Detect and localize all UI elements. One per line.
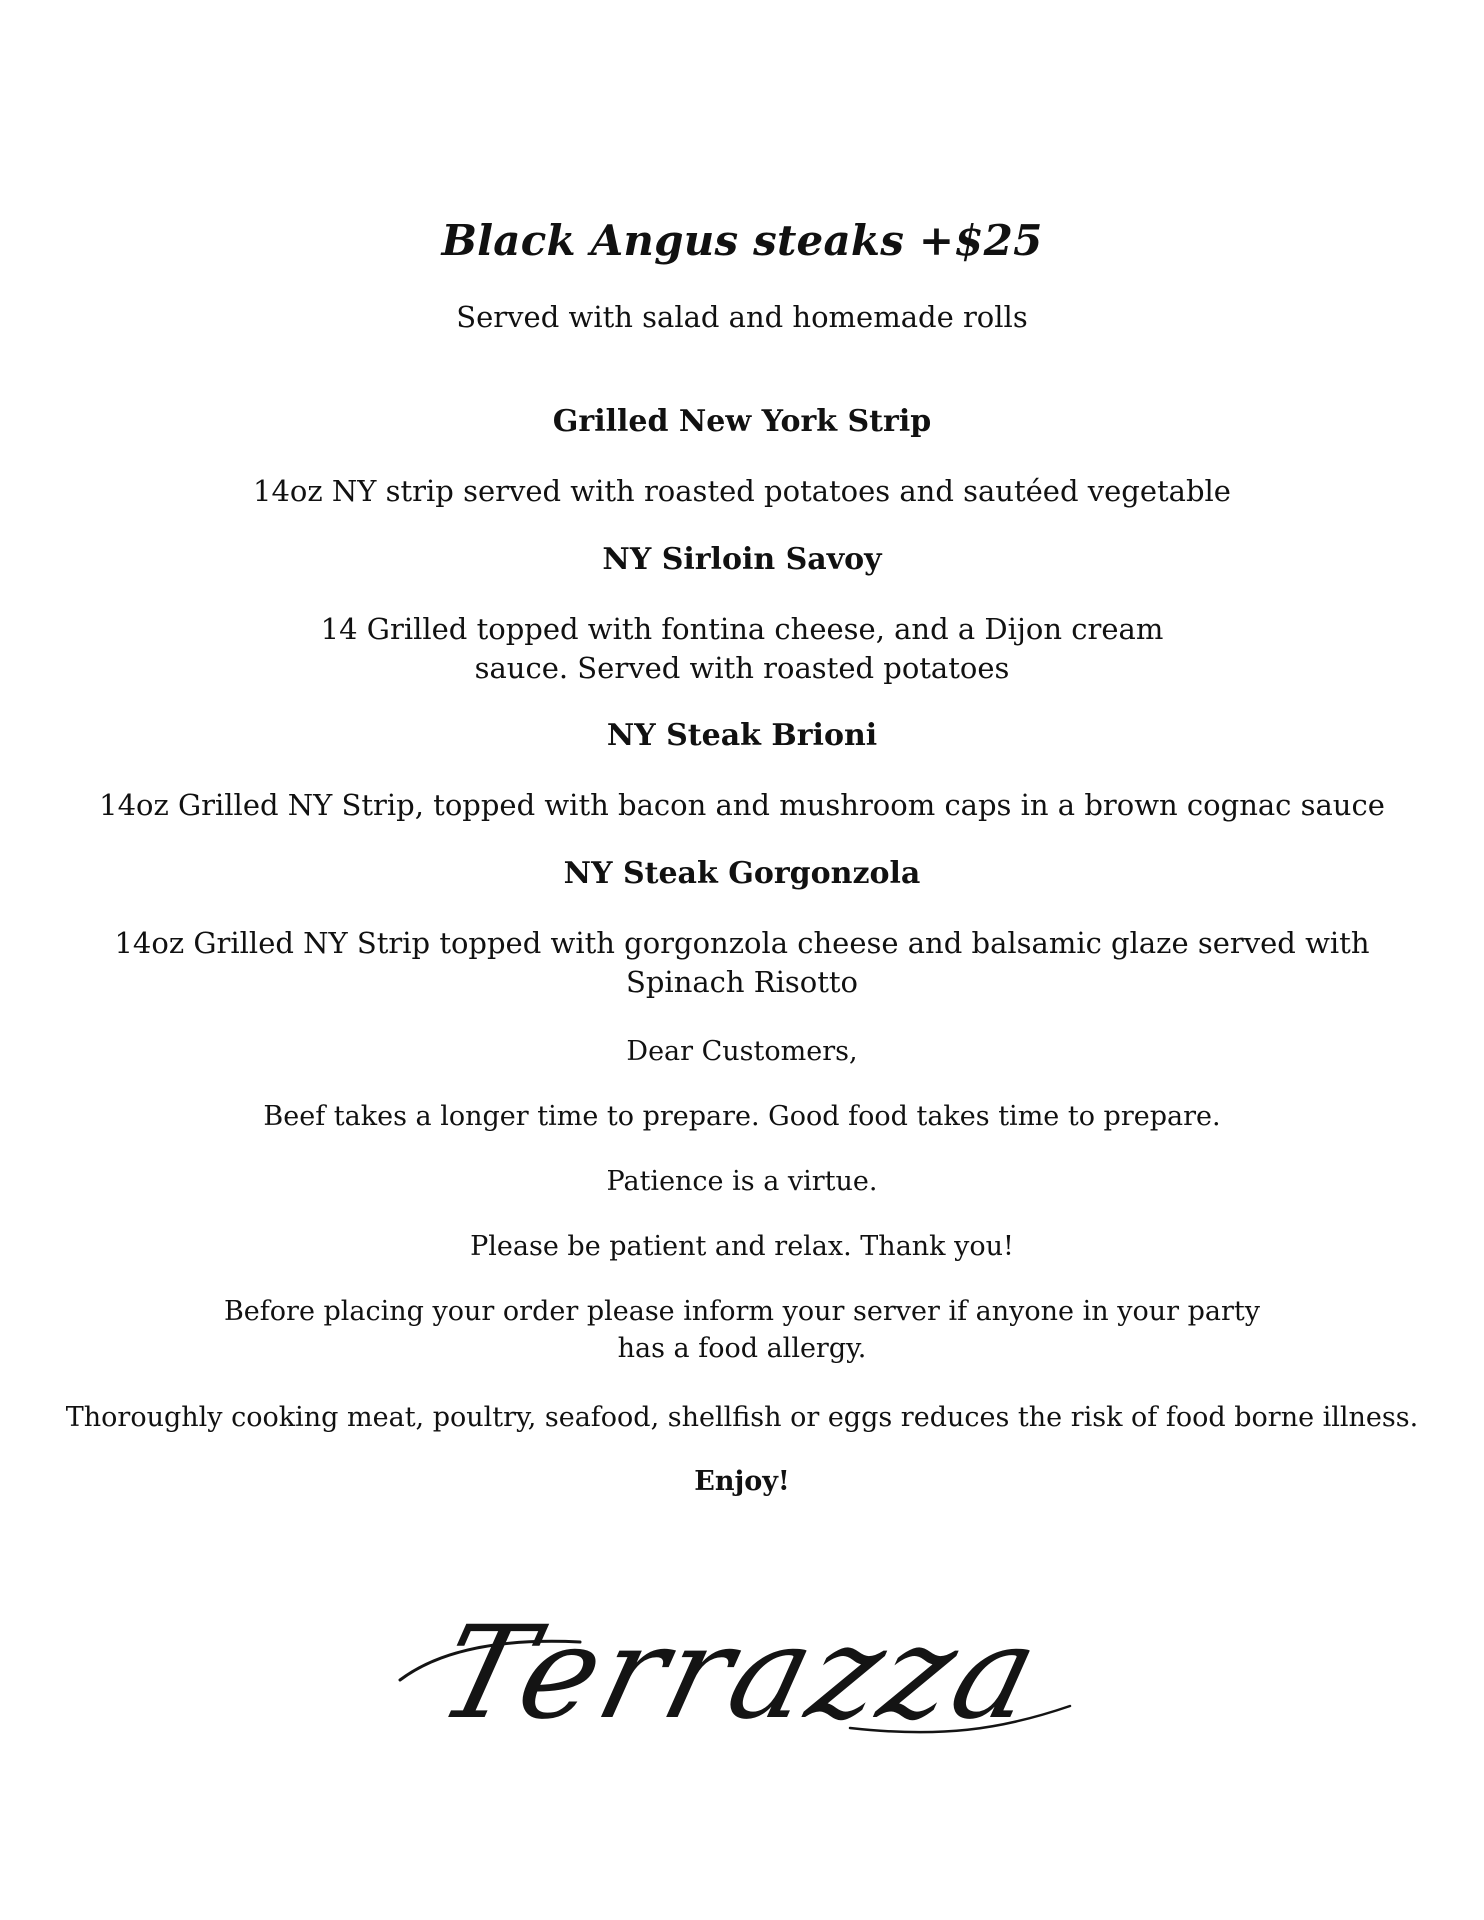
- menu-subtitle: Served with salad and homemade rolls: [456, 300, 1028, 334]
- dish-name-grilled-new-york-strip: Grilled New York Strip: [552, 404, 932, 439]
- dish-description: 14oz Grilled NY Strip topped with gorgonzola cheese and balsamic glaze served with: [114, 926, 1370, 960]
- note-allergy: has a food allergy.: [617, 1333, 867, 1364]
- dish-name-ny-sirloin-savoy: NY Sirloin Savoy: [602, 542, 882, 577]
- note-allergy: Before placing your order please inform your server if anyone in your party: [223, 1296, 1261, 1327]
- dish-description: sauce. Served with roasted potatoes: [474, 651, 1010, 685]
- logo-flourish: [380, 1610, 1100, 1760]
- logo-wordmark: Terrazza: [425, 1599, 1056, 1748]
- note-relax: Please be patient and relax. Thank you!: [470, 1231, 1014, 1262]
- dish-description: Spinach Risotto: [625, 965, 859, 999]
- note-food-safety-warning: Thoroughly cooking meat, poultry, seafood, shellfish or eggs reduces the risk of food borne illness.: [65, 1402, 1419, 1433]
- note-patience: Patience is a virtue.: [606, 1166, 878, 1197]
- dish-description: 14oz NY strip served with roasted potatoes and sautéed vegetable: [253, 474, 1231, 508]
- menu-title: Black Angus steaks +$25: [441, 216, 1043, 265]
- dish-name-ny-steak-gorgonzola: NY Steak Gorgonzola: [563, 856, 921, 891]
- note-closing: Enjoy!: [694, 1466, 790, 1497]
- terrazza-logo: [380, 1599, 1100, 1760]
- dish-description: 14 Grilled topped with fontina cheese, and a Dijon cream: [320, 612, 1164, 646]
- dish-description: 14oz Grilled NY Strip, topped with bacon and mushroom caps in a brown cognac sauce: [99, 788, 1385, 822]
- note-greeting: Dear Customers,: [626, 1036, 858, 1067]
- dish-name-ny-steak-brioni: NY Steak Brioni: [606, 718, 878, 753]
- note-prep-time: Beef takes a longer time to prepare. Good food takes time to prepare.: [263, 1101, 1221, 1132]
